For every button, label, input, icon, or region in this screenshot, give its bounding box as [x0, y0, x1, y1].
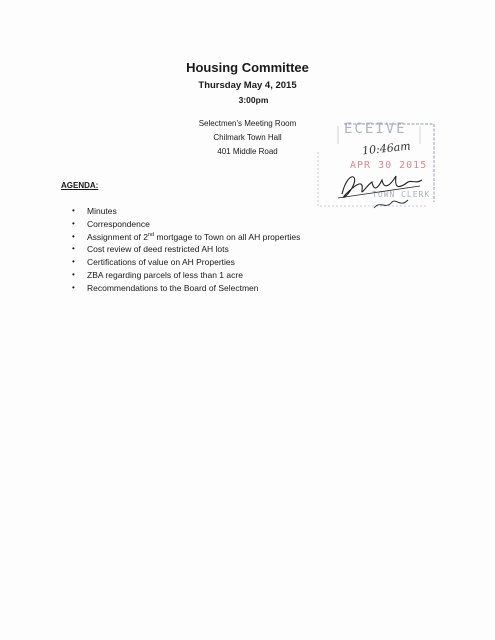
meeting-date: Thursday May 4, 2015 [198, 80, 297, 91]
stamp-date: APR 30 2015 [350, 160, 428, 171]
agenda-item [72, 256, 300, 269]
stamp-time: 10:46am [361, 139, 412, 158]
bullet-icon: • [72, 218, 75, 228]
agenda-item [72, 243, 300, 256]
agenda-item-text: Assignment of 2 [87, 231, 148, 242]
agenda-list [72, 205, 300, 295]
agenda-item [72, 269, 300, 282]
meeting-room: Selectmen's Meeting Room [198, 119, 297, 128]
clerk-signature-icon [334, 164, 426, 214]
meeting-building: Chilmark Town Hall [213, 133, 282, 142]
bullet-icon: • [72, 244, 75, 254]
agenda-item-text: Minutes [87, 206, 117, 216]
committee-title: Housing Committee [186, 60, 309, 75]
agenda-item [72, 205, 300, 218]
bullet-icon: • [72, 269, 75, 279]
agenda-item-text: Correspondence [87, 218, 150, 229]
stamp-received-text: ECEIVE [344, 121, 407, 137]
agenda-item [72, 231, 300, 244]
bullet-icon: • [72, 231, 75, 241]
bullet-icon: • [72, 206, 75, 215]
stamp-office: TOWN CLERK [372, 190, 431, 199]
meeting-address: 401 Middle Road [217, 147, 278, 156]
agenda-item [72, 218, 300, 231]
agenda-item-text: ZBA regarding parcels of less than 1 acre [87, 269, 243, 280]
agenda-item-text: Cost review of deed restricted AH lots [87, 244, 229, 255]
bullet-icon: • [72, 257, 75, 267]
agenda-item-text: mortgage to Town on all AH properties [154, 231, 301, 242]
agenda-heading: AGENDA: [61, 181, 99, 190]
agenda-item-superscript: nd [147, 231, 155, 238]
bullet-icon: • [72, 282, 75, 292]
agenda-item [72, 282, 300, 295]
agenda-item-text: Certifications of value on AH Properties [87, 257, 235, 268]
agenda-item-text: Recommendations to the Board of Selectmen [87, 282, 259, 293]
meeting-time: 3:00pm [238, 95, 269, 105]
